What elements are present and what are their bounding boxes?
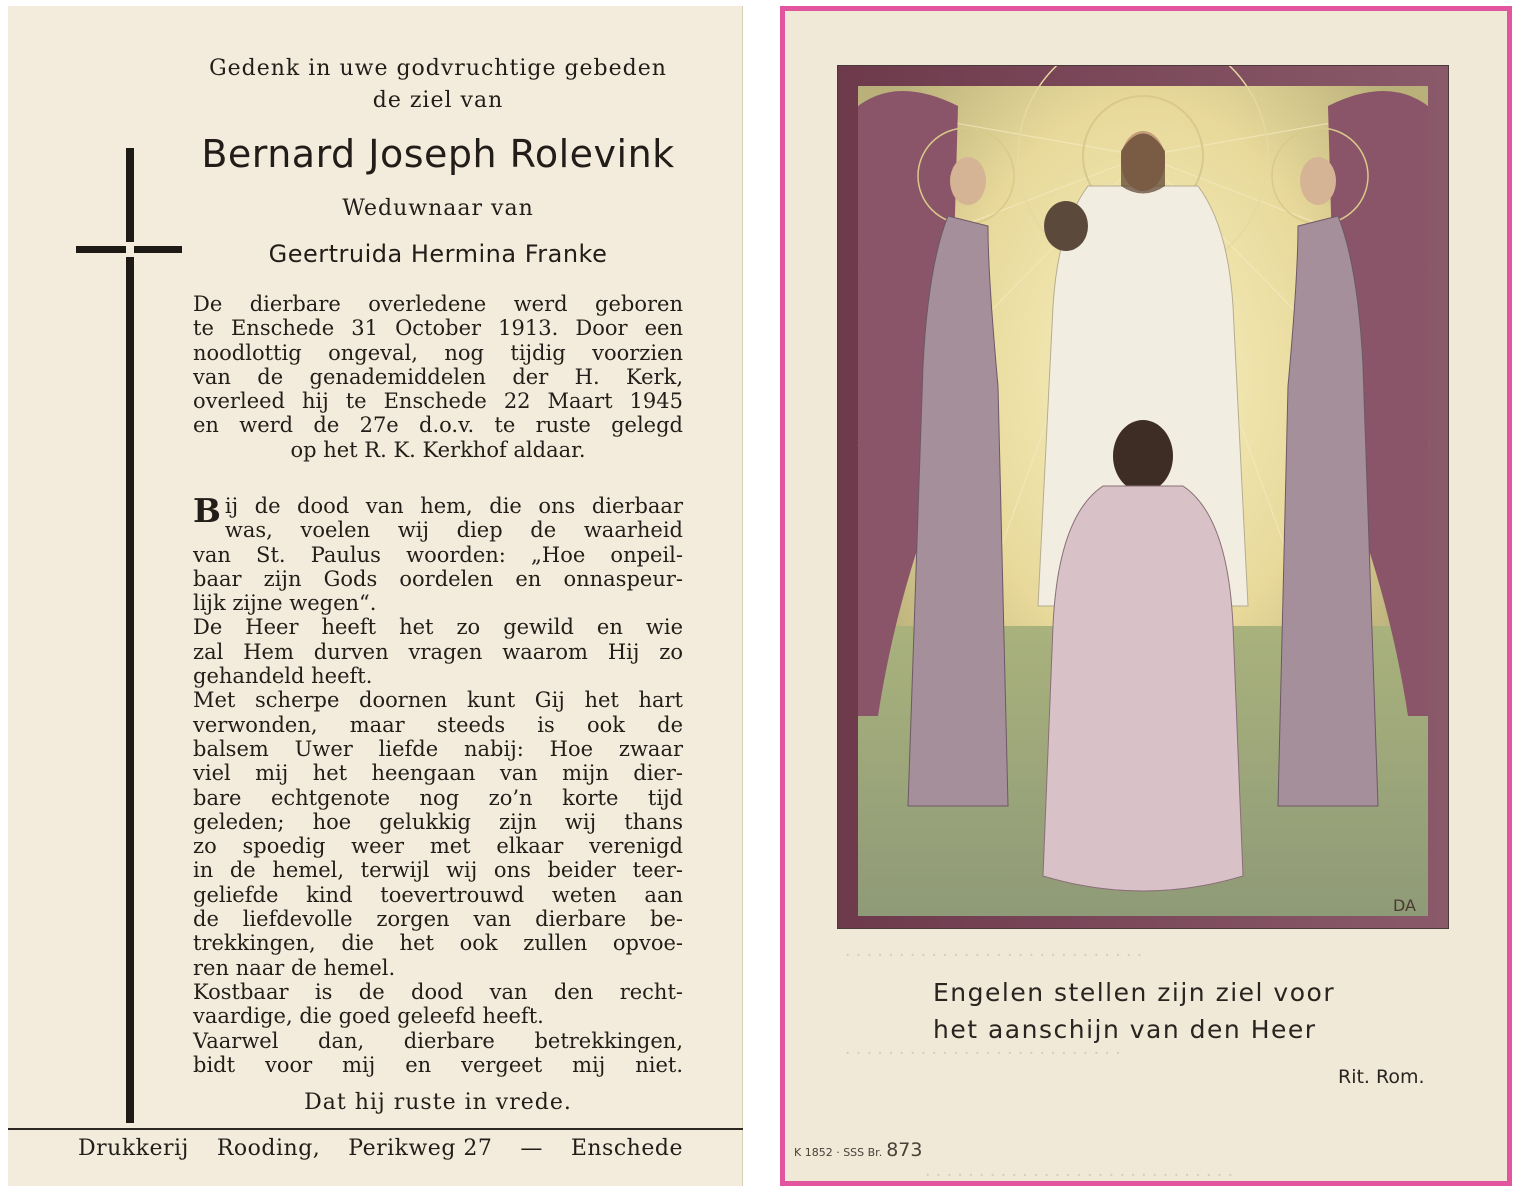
drop-cap: B — [193, 491, 221, 530]
text-line: gehandeld heeft. — [193, 664, 373, 689]
printer-imprint — [78, 1136, 683, 1161]
text-line: De Heer heeft het zo gewild en wie — [193, 615, 683, 640]
text-line: balsem Uwer liefde nabij: Hoe zwaar — [193, 736, 683, 761]
text-line: van St. Paulus woorden: „Hoe onpeil- — [193, 542, 683, 567]
bottom-rule — [8, 1128, 743, 1130]
text-line: trekkingen, die het ook zullen opvoe- — [193, 931, 683, 956]
text-line: de liefdevolle zorgen van dierbare be- — [193, 907, 683, 932]
header-line-1: Gedenk in uwe godvruchtige gebeden — [209, 56, 667, 81]
bio-line: noodlottig ongeval, nog tijdig voorzien — [193, 340, 683, 365]
text-line: geliefde kind toevertrouwd weten aan — [193, 882, 683, 907]
memorial-card-text — [8, 6, 743, 1186]
text-line: was, voelen wij diep de waarheid — [224, 518, 683, 543]
text-line: bidt voor mij en vergeet mij niet. — [193, 1052, 683, 1077]
memorial-text — [193, 491, 683, 1077]
artist-signature: DA — [1393, 896, 1416, 915]
text-line: viel mij het heengaan van mijn dier- — [193, 761, 683, 786]
caption-line-2: het aanschijn van den Heer — [933, 1015, 1317, 1044]
text-line: Kostbaar is de dood van den recht- — [193, 979, 683, 1004]
closing-prayer: Dat hij ruste in vrede. — [304, 1090, 572, 1115]
caption-line-1: Engelen stellen zijn ziel voor — [933, 978, 1336, 1007]
spouse-name: Geertruida Hermina Franke — [268, 240, 608, 268]
text-line: zo spoedig weer met elkaar verenigd — [193, 834, 683, 859]
text-line: Vaarwel dan, dierbare betrekkingen, — [193, 1028, 683, 1053]
text-line: geleden; hoe gelukkig zijn wij thans — [193, 809, 683, 834]
catalog-num: 873 — [886, 1139, 923, 1161]
deceased-name: Bernard Joseph Rolevink — [201, 132, 675, 176]
bio-line: en werd de 27e d.o.v. te ruste gelegd — [193, 413, 683, 438]
cross-vertical-bar — [126, 148, 134, 1123]
text-line: verwonden, maar steeds is ook de — [193, 712, 683, 737]
printer-word: Perikweg 27 — [348, 1136, 493, 1161]
text-line: in de hemel, terwijl wij ons beider teer- — [193, 858, 683, 883]
printer-word: Rooding, — [216, 1136, 321, 1161]
bio-line: te Enschede 31 October 1913. Door een — [193, 316, 683, 341]
bio-line: overleed hij te Enschede 22 Maart 1945 — [193, 389, 683, 414]
text-line: lijk zijne wegen“. — [193, 591, 377, 616]
religious-illustration — [837, 65, 1449, 929]
text-line: vaardige, die goed geleefd heeft. — [193, 1004, 544, 1029]
catalog-number — [794, 1139, 922, 1161]
bio-line: van de genademiddelen der H. Kerk, — [193, 364, 683, 389]
bio-line: De dierbare overledene werd geboren — [193, 292, 683, 316]
catalog-code: K 1852 · SSS Br. — [794, 1146, 883, 1159]
text-line: ren naar de hemel. — [193, 955, 396, 980]
liturgical-source: Rit. Rom. — [1338, 1066, 1425, 1088]
printer-word: Enschede — [570, 1136, 683, 1161]
spouse-label: Weduwnaar van — [342, 196, 534, 221]
bio-line: op het R. K. Kerkhof aldaar. — [290, 437, 586, 462]
printer-word: — — [520, 1136, 543, 1161]
text-line: ij de dood van hem, die ons dierbaar — [224, 494, 683, 518]
text-line: zal Hem durven vragen waarom Hij zo — [193, 639, 683, 664]
kneeling-man — [1043, 486, 1243, 891]
text-line: bare echtgenote nog zo’n korte tijd — [193, 785, 683, 810]
header-line-2: de ziel van — [372, 88, 504, 113]
text-line: baar zijn Gods oordelen en onnaspeur- — [193, 566, 683, 591]
memorial-card-picture: . . . . . . . . . . . . . . . . . . . . . . . . . . . . . . . . . . . . . . . . . . . . . . . . . . . . . . . . . . . . . . . . . . . . . . . . . . . . . . . . . . . DA Engelen stellen zijn ziel voor het aanschijn van den Heer Rit. Rom. K 1852 · SSS Br. 873 — [780, 6, 1512, 1186]
biography-paragraph — [193, 292, 683, 462]
printer-word: Drukkerij — [78, 1136, 189, 1161]
text-line: Met scherpe doornen kunt Gij het hart — [193, 688, 683, 713]
